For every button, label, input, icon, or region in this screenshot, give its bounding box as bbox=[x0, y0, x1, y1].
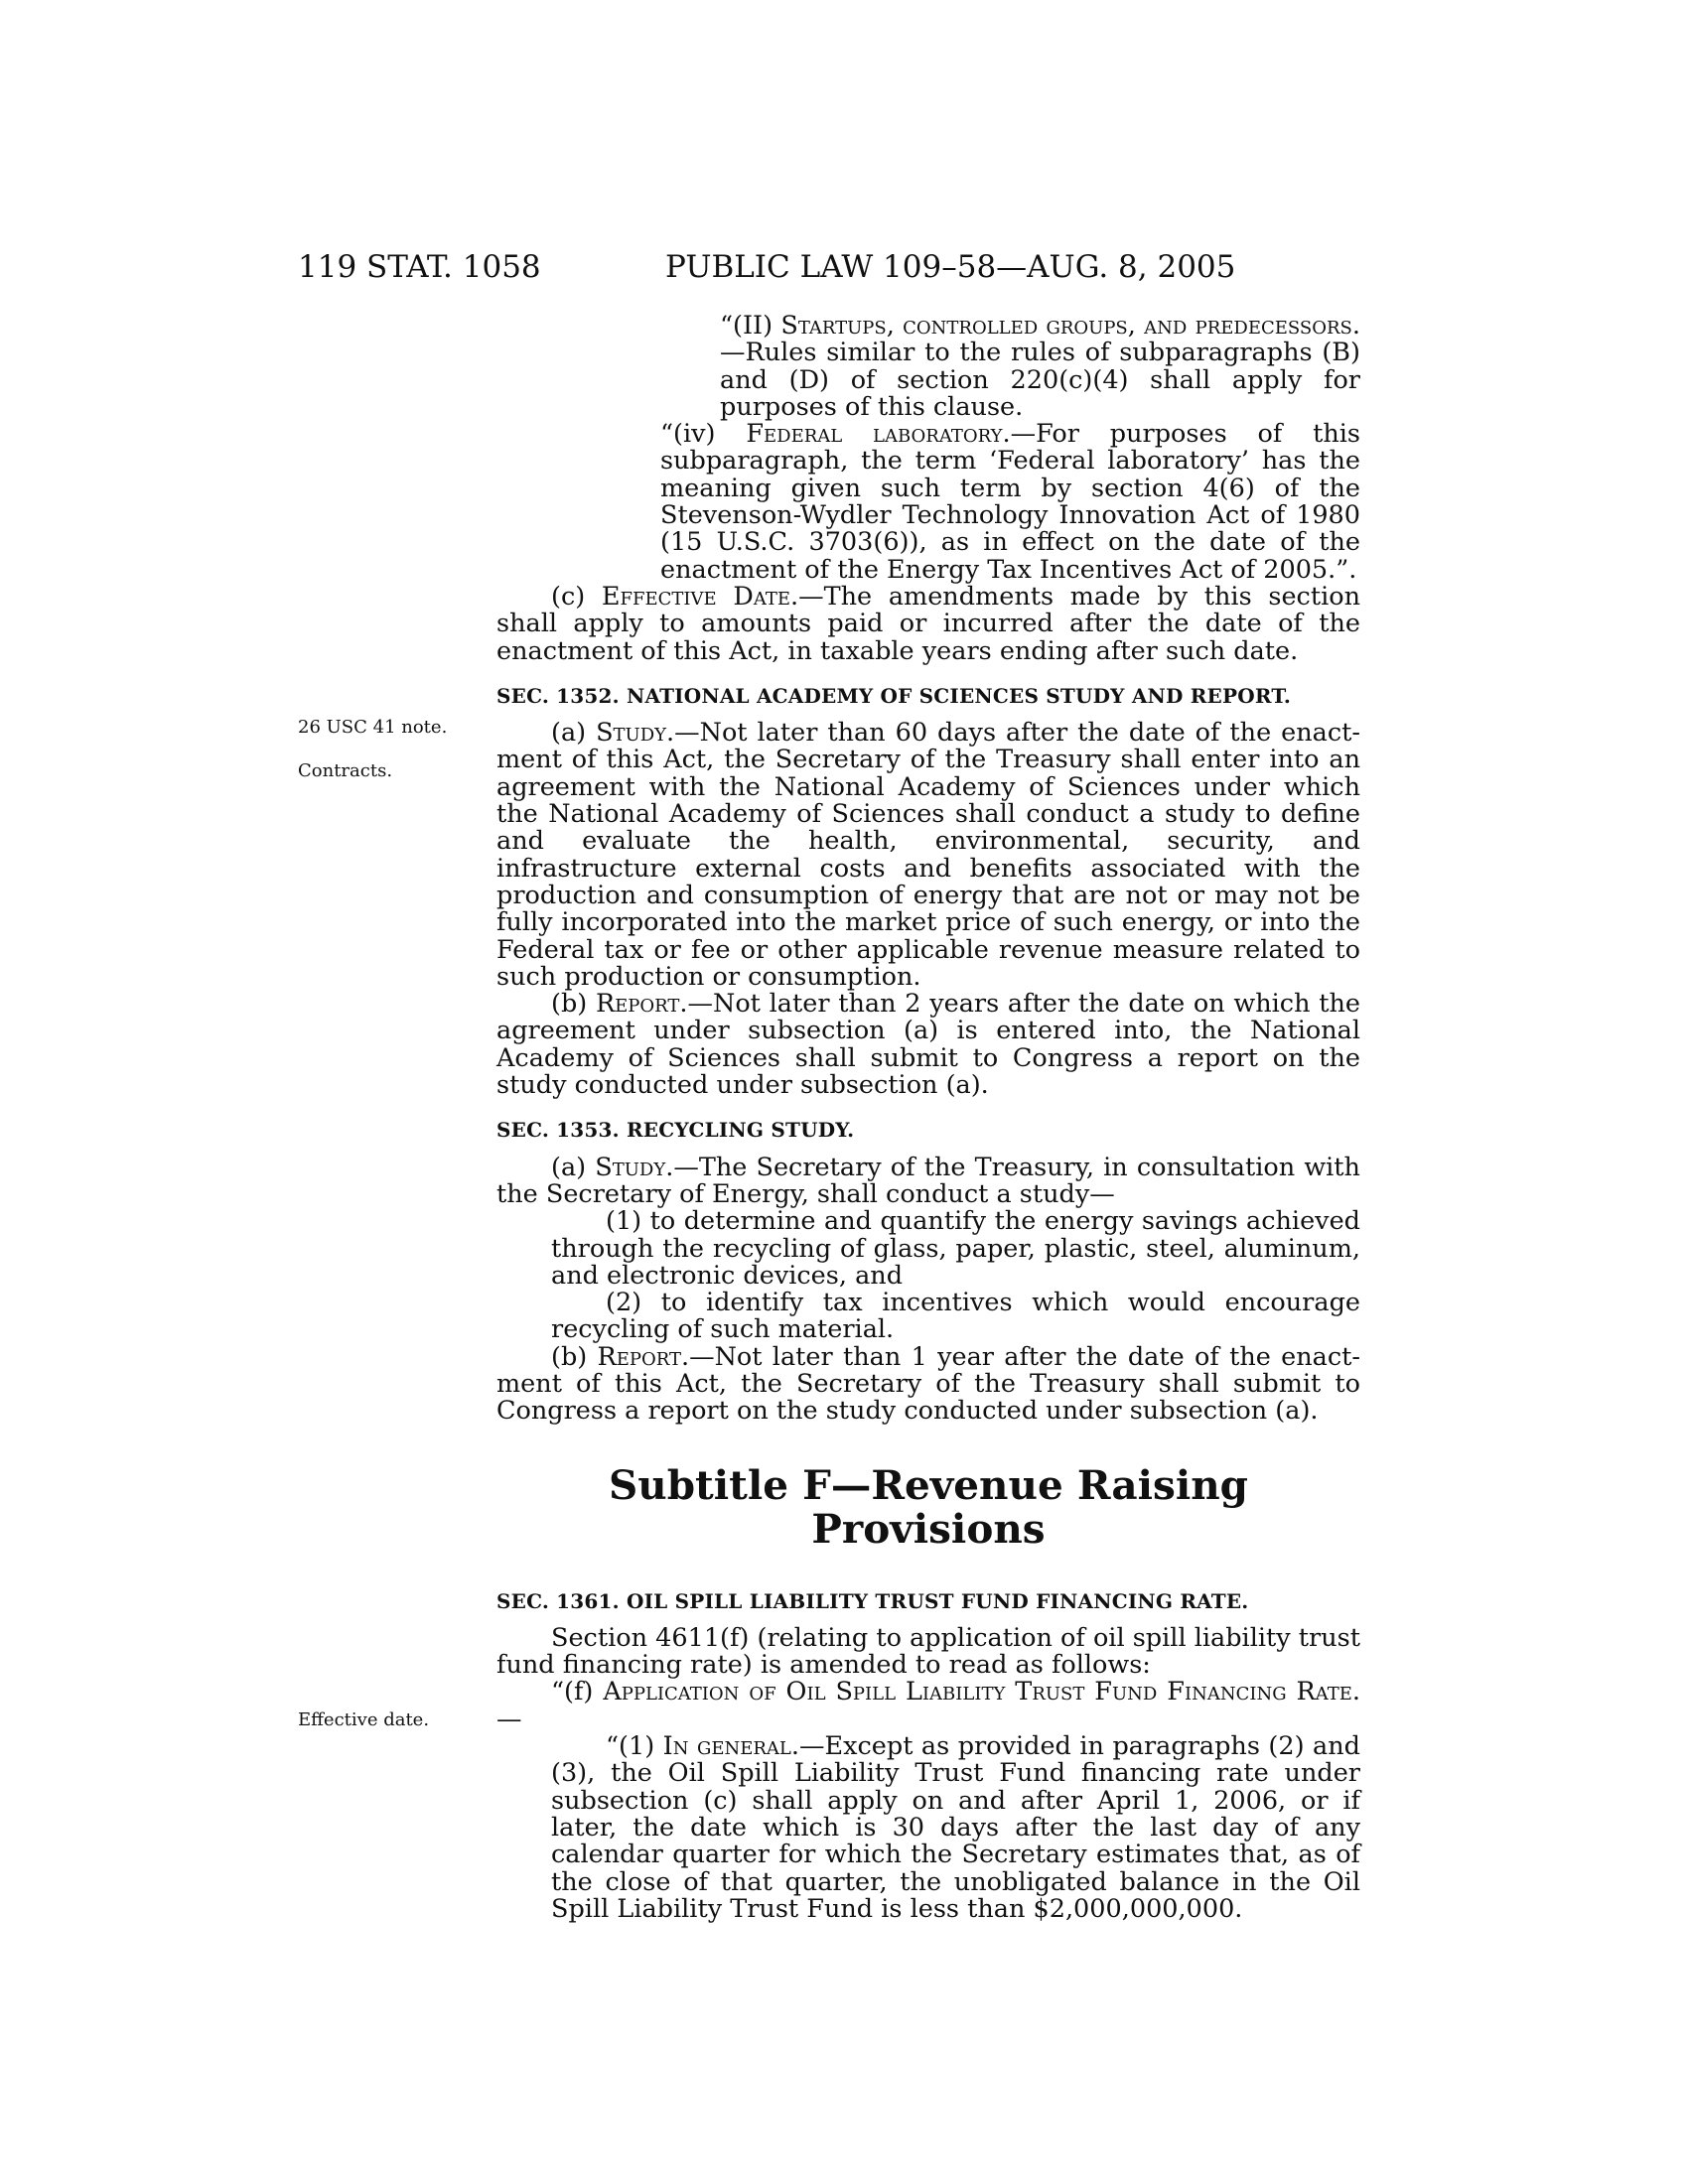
margin-note-usc: 26 USC 41 note. bbox=[298, 717, 448, 738]
margin-note-effective-date: Effective date. bbox=[298, 1709, 430, 1730]
stat-page-number: 119 STAT. 1058 bbox=[298, 249, 541, 285]
margin-note-contracts: Contracts. bbox=[298, 760, 393, 781]
section-1361-f-heading: “(f) Application of Oil Spill Liability Trust Fund Financing Rate.— bbox=[496, 1677, 1360, 1734]
document-body bbox=[496, 313, 1360, 1923]
subtitle-heading: Subtitle F—Revenue Raising Provisions bbox=[609, 1460, 1248, 1553]
clause-startups: “(II) Startups, controlled groups, and predecessors.—Rules similar to the rules of subparagraphs (B) and (D) of section 220(c)(4) shall apply for purposes of this clause. bbox=[720, 311, 1360, 422]
section-1353-item-1: (1) to determine and quantify the energy savings achieved through the recycling of glass, paper, plastic, steel, aluminum, and electronic devices, and bbox=[551, 1206, 1360, 1291]
section-1353-study: (a) Study.—The Secretary of the Treasury, in consultation with the Secretary of Energy, shall conduct a study— bbox=[496, 1152, 1360, 1209]
section-1352-study: (a) Study.—Not later than 60 days after the date of the enactment of this Act, the Secretary of the Treasury shall enter into an agreement with the National Academy of Sciences under which the National Academy of Sciences shall conduct a study to define and evaluate the health, environmental, security, and infrastructure external costs and benefits associated with the production and consumption of energy that are not or may not be fully incorporated into the market price of such energy, or into the Federal tax or fee or other applicable revenue measure related to such production or consumption. bbox=[496, 718, 1360, 992]
clause-federal-laboratory: “(iv) Federal laboratory.—For purposes of this subparagraph, the term ‘Federal laboratory’ has the meaning given such term by section 4(6) of the Stevenson-Wydler Technology Innovation Act of 1980 (15 U.S.C. 3703(6)), as in effect on the date of the enactment of the Energy Tax Incentives Act of 2005.”. bbox=[660, 419, 1360, 585]
effective-date-paragraph: (c) Effective Date.—The amendments made by this section shall apply to amounts paid or incurred after the date of the enactment of this Act, in taxable years ending after such date. bbox=[496, 581, 1361, 666]
section-1352-report: (b) Report.—Not later than 2 years after the date on which the agreement under subsection (a) is entered into, the National Academy of Sciences shall submit to Congress a report on the study conducted under subsection (a). bbox=[496, 989, 1361, 1101]
section-1353-heading: SEC. 1353. RECYCLING STUDY. bbox=[496, 1118, 855, 1143]
section-1361-intro: Section 4611(f) (relating to application of oil spill liability trust fund financing rate) is amended to read as follows: bbox=[496, 1622, 1360, 1681]
section-1353-item-2: (2) to identify tax incentives which would encourage recycling of such material. bbox=[551, 1288, 1360, 1345]
section-1361-f1-general: “(1) In general.—Except as provided in paragraphs (2) and (3), the Oil Spill Liability Trust Fund financing rate under subsection (c) shall apply on and after April 1, 2006, or if later, the date which is 30 days after the last day of any calendar quarter for which the Secretary estimates that, as of the close of that quarter, the unobligated balance in the Oil Spill Liability Trust Fund is less than $2,000,000,000. bbox=[551, 1731, 1360, 1924]
public-law-title: PUBLIC LAW 109–58—AUG. 8, 2005 bbox=[665, 249, 1236, 285]
section-1361-heading: SEC. 1361. OIL SPILL LIABILITY TRUST FUND FINANCING RATE. bbox=[496, 1588, 1249, 1613]
section-1353-report: (b) Report.—Not later than 1 year after the date of the enactment of this Act, the Secretary of the Treasury shall submit to Congress a report on the study conducted under subsection (a). bbox=[496, 1341, 1361, 1427]
section-1352-heading: SEC. 1352. NATIONAL ACADEMY OF SCIENCES STUDY AND REPORT. bbox=[496, 683, 1291, 708]
